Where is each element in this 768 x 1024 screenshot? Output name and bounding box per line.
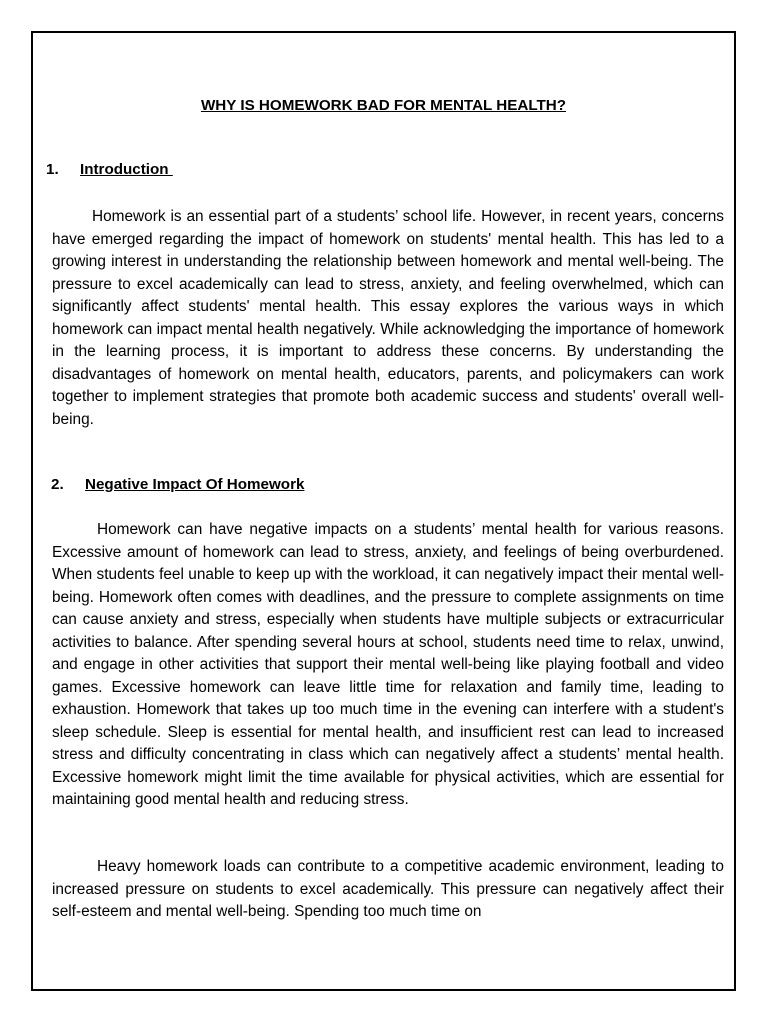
section-number: 1.	[46, 161, 59, 178]
section-title: Introduction	[80, 161, 173, 178]
section-heading-negative-impact	[51, 476, 304, 493]
section-title: Negative Impact Of Homework	[85, 476, 305, 493]
document-title: WHY IS HOMEWORK BAD FOR MENTAL HEALTH?	[200, 97, 567, 114]
section-heading-introduction	[46, 161, 173, 178]
introduction-paragraph: Homework is an essential part of a students’ school life. However, in recent years, concerns have emerged regarding the impact of homework on students' mental health. This has led to a growing interest in understanding the relationship between homework and mental well-being. The pressure to excel academically can lead to stress, anxiety, and feeling overwhelmed, which can significantly affect students' mental health. This essay explores the various ways in which homework can impact mental health negatively. While acknowledging the importance of homework in the learning process, it is important to address these concerns. By understanding the disadvantages of homework on mental health, educators, parents, and policymakers can work together to implement strategies that promote both academic success and students' overall well-being.	[52, 208, 724, 428]
document-page	[31, 31, 736, 991]
section-number: 2.	[51, 476, 64, 493]
negative-impact-paragraph-1: Homework can have negative impacts on a students’ mental health for various reasons. Excessive amount of homework can lead to stress, anxiety, and feelings of being overburdened. When students feel unable to keep up with the workload, it can negatively impact their mental well-being. Homework often comes with deadlines, and the pressure to complete assignments on time can cause anxiety and stress, especially when students have multiple subjects or extracurricular activities to balance. After spending several hours at school, students need time to relax, unwind, and engage in other activities that support their mental well-being like playing football and video games. Excessive homework can leave little time for relaxation and family time, leading to exhaustion. Homework that takes up too much time in the evening can interfere with a student's sleep schedule. Sleep is essential for mental health, and insufficient rest can lead to increased stress and difficulty concentrating in class which can negatively affect a students’ mental health. Excessive homework might limit the time available for physical activities, which are essential for maintaining good mental health and reducing stress.	[52, 521, 724, 808]
negative-impact-paragraph-2: Heavy homework loads can contribute to a competitive academic environment, leading to increased pressure on students to excel academically. This pressure can negatively affect their self-esteem and mental well-being. Spending too much time on	[52, 858, 724, 920]
